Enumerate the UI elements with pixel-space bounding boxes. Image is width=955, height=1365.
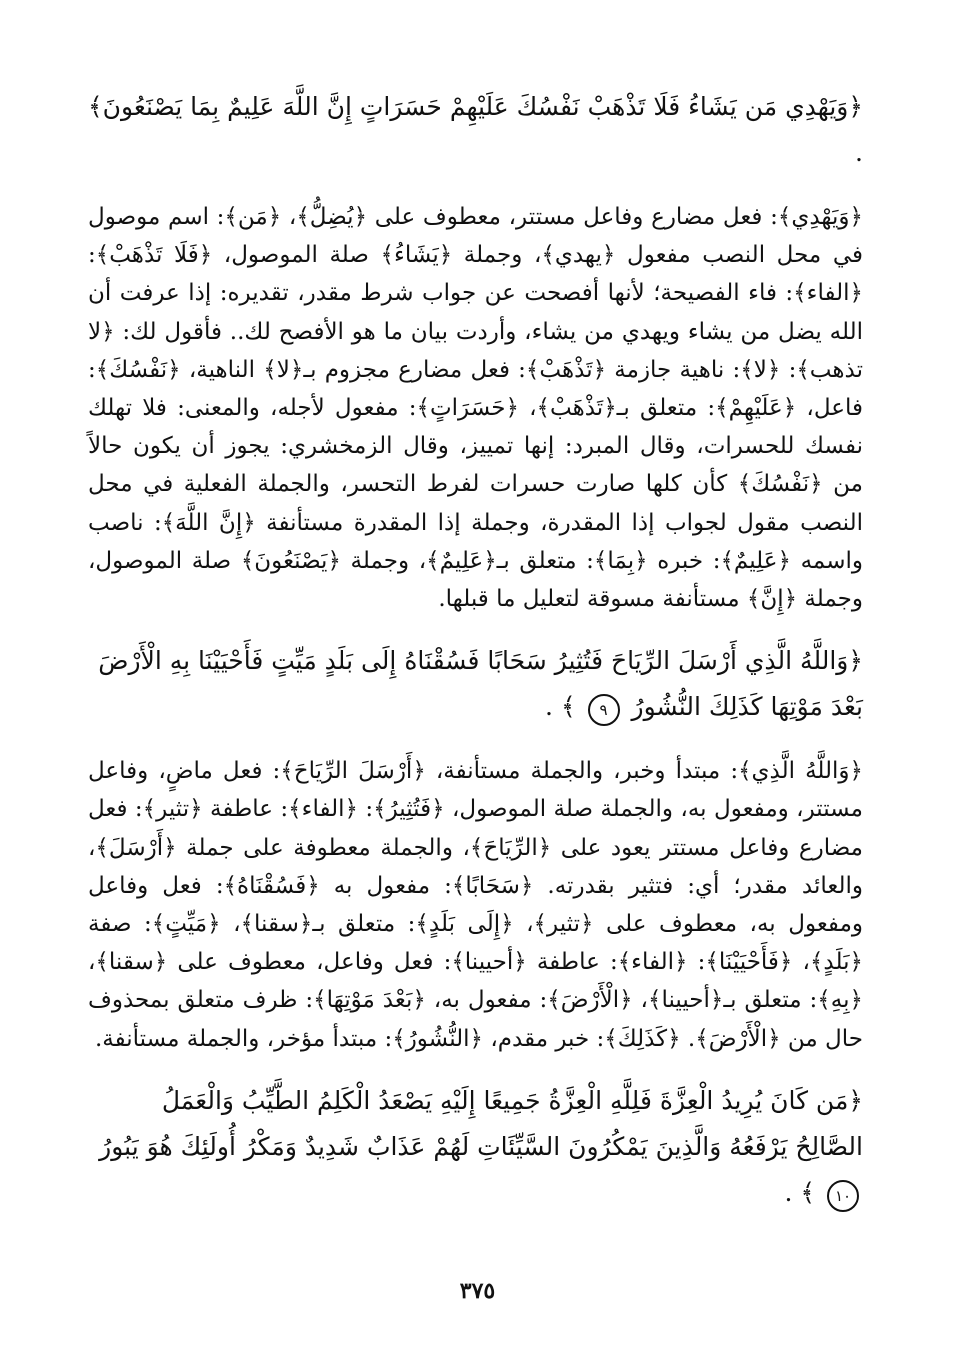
quran-verse-3 — [88, 1078, 863, 1216]
quran-verse-1 — [88, 84, 863, 176]
commentary-paragraph-2: ﴿وَاللَّهُ الَّذِي﴾: مبتدأ وخبر، والجملة مستأنفة، ﴿أَرْسَلَ الرِّيَاحَ﴾: فعل ماضٍ، وفاعل مستتر، ومفعول به، والجملة صلة الموصول، ﴿فَتُثِيرُ﴾: ﴿الفاء﴾: عاطفة ﴿تثير﴾: فعل مضارع وفاعل مستتر يعود على ﴿الرِّيَاحَ﴾، والجملة معطوفة على جملة ﴿أَرْسَلَ﴾، والعائد مقدر؛ أي: فتثير بقدرته. ﴿سَحَابًا﴾: مفعول به ﴿فَسُقْنَاهُ﴾: فعل وفاعل ومفعول به، معطوف على ﴿تثير﴾، ﴿إِلَى بَلَدٍ﴾: متعلق بـ﴿سقنا﴾، ﴿مَيِّتٍ﴾: صفة ﴿بَلَدٍ﴾، ﴿فَأَحْيَيْنَا﴾: ﴿الفاء﴾: عاطفة ﴿أحيينا﴾: فعل وفاعل، معطوف على ﴿سقنا﴾، ﴿بِهِ﴾: متعلق بـ﴿أحيينا﴾، ﴿الْأَرْضَ﴾: مفعول به، ﴿بَعْدَ مَوْتِهَا﴾: ظرف متعلق بمحذوف حال من ﴿الْأَرْضَ﴾. ﴿كَذَلِكَ﴾: خبر مقدم، ﴿النُّشُورُ﴾: مبتدأ مؤخر، والجملة مستأنفة. — [88, 758, 863, 1052]
verse-text: ﴿وَيَهْدِي مَن يَشَاءُ فَلَا تَذْهَبْ نَفْسُكَ عَلَيْهِمْ حَسَرَاتٍ إِنَّ اللَّهَ عَلِيمٌ بِمَا يَصْنَعُونَ﴾ . — [87, 92, 863, 167]
verse-number-badge: ١٠ — [827, 1180, 859, 1212]
verse-number-badge: ٩ — [588, 694, 620, 726]
verse-closing: ﴾ . — [784, 1177, 816, 1207]
commentary-paragraph-1: ﴿وَيَهْدِي﴾: فعل مضارع وفاعل مستتر، معطوف على ﴿يُضِلُّ﴾، ﴿مَن﴾: اسم موصول في محل النصب مفعول ﴿يهدي﴾، وجملة ﴿يَشَاءُ﴾ صلة الموصول، ﴿فَلَا تَذْهَبْ﴾: ﴿الفاء﴾: فاء الفصيحة؛ لأنها أفصحت عن جواب شرط مقدر، تقديره: إذا عرفت أن الله يضل من يشاء ويهدي من يشاء، وأردت بيان ما هو الأفصح لك.. فأقول لك: ﴿لا تذهب﴾: ﴿لا﴾: ناهية جازمة ﴿تَذْهَبْ﴾: فعل مضارع مجزوم بـ﴿لا﴾ الناهية، ﴿نَفْسُكَ﴾: فاعل، ﴿عَلَيْهِمْ﴾: متعلق بـ﴿تَذْهَبْ﴾، ﴿حَسَرَاتٍ﴾: مفعول لأجله، والمعنى: فلا تهلك نفسك للحسرات، وقال المبرد: إنها تمييز، وقال الزمخشري: يجوز أن يكون حالاً من ﴿نَفْسُكَ﴾ كأن كلها صارت حسرات لفرط التحسر، والجملة الفعلية في محل النصب مقول لجواب إذا المقدرة، وجملة إذا المقدرة مستأنفة ﴿إِنَّ اللَّهَ﴾: ناصب واسمه ﴿عَلِيمٌ﴾: خبره ﴿بِمَا﴾: متعلق بـ﴿عَلِيمٌ﴾، وجملة ﴿يَصْنَعُونَ﴾ صلة الموصول، وجملة ﴿إِنَّ﴾ مستأنفة مسوقة لتعليل ما قبلها. — [88, 204, 863, 613]
page-number: ٣٧٥ — [459, 1278, 496, 1304]
verse-closing: ﴾ . — [545, 692, 576, 722]
verse-text: ﴿وَاللَّهُ الَّذِي أَرْسَلَ الرِّيَاحَ فَتُثِيرُ سَحَابًا فَسُقْنَاهُ إِلَى بَلَدٍ مَيِّتٍ فَأَحْيَيْنَا بِهِ الْأَرْضَ بَعْدَ مَوْتِهَا كَذَلِكَ النُّشُورُ — [98, 646, 863, 722]
quran-verse-2 — [88, 638, 863, 730]
verse-text: ﴿مَن كَانَ يُرِيدُ الْعِزَّةَ فَلِلَّهِ الْعِزَّةُ جَمِيعًا إِلَيْهِ يَصْعَدُ الْكَلِمُ الطَّيِّبُ وَالْعَمَلُ الصَّالِحُ يَرْفَعُهُ وَالَّذِينَ يَمْكُرُونَ السَّيِّئَاتِ لَهُمْ عَذَابٌ شَدِيدٌ وَمَكْرُ أُولَئِكَ هُوَ يَبُورُ — [99, 1085, 863, 1161]
